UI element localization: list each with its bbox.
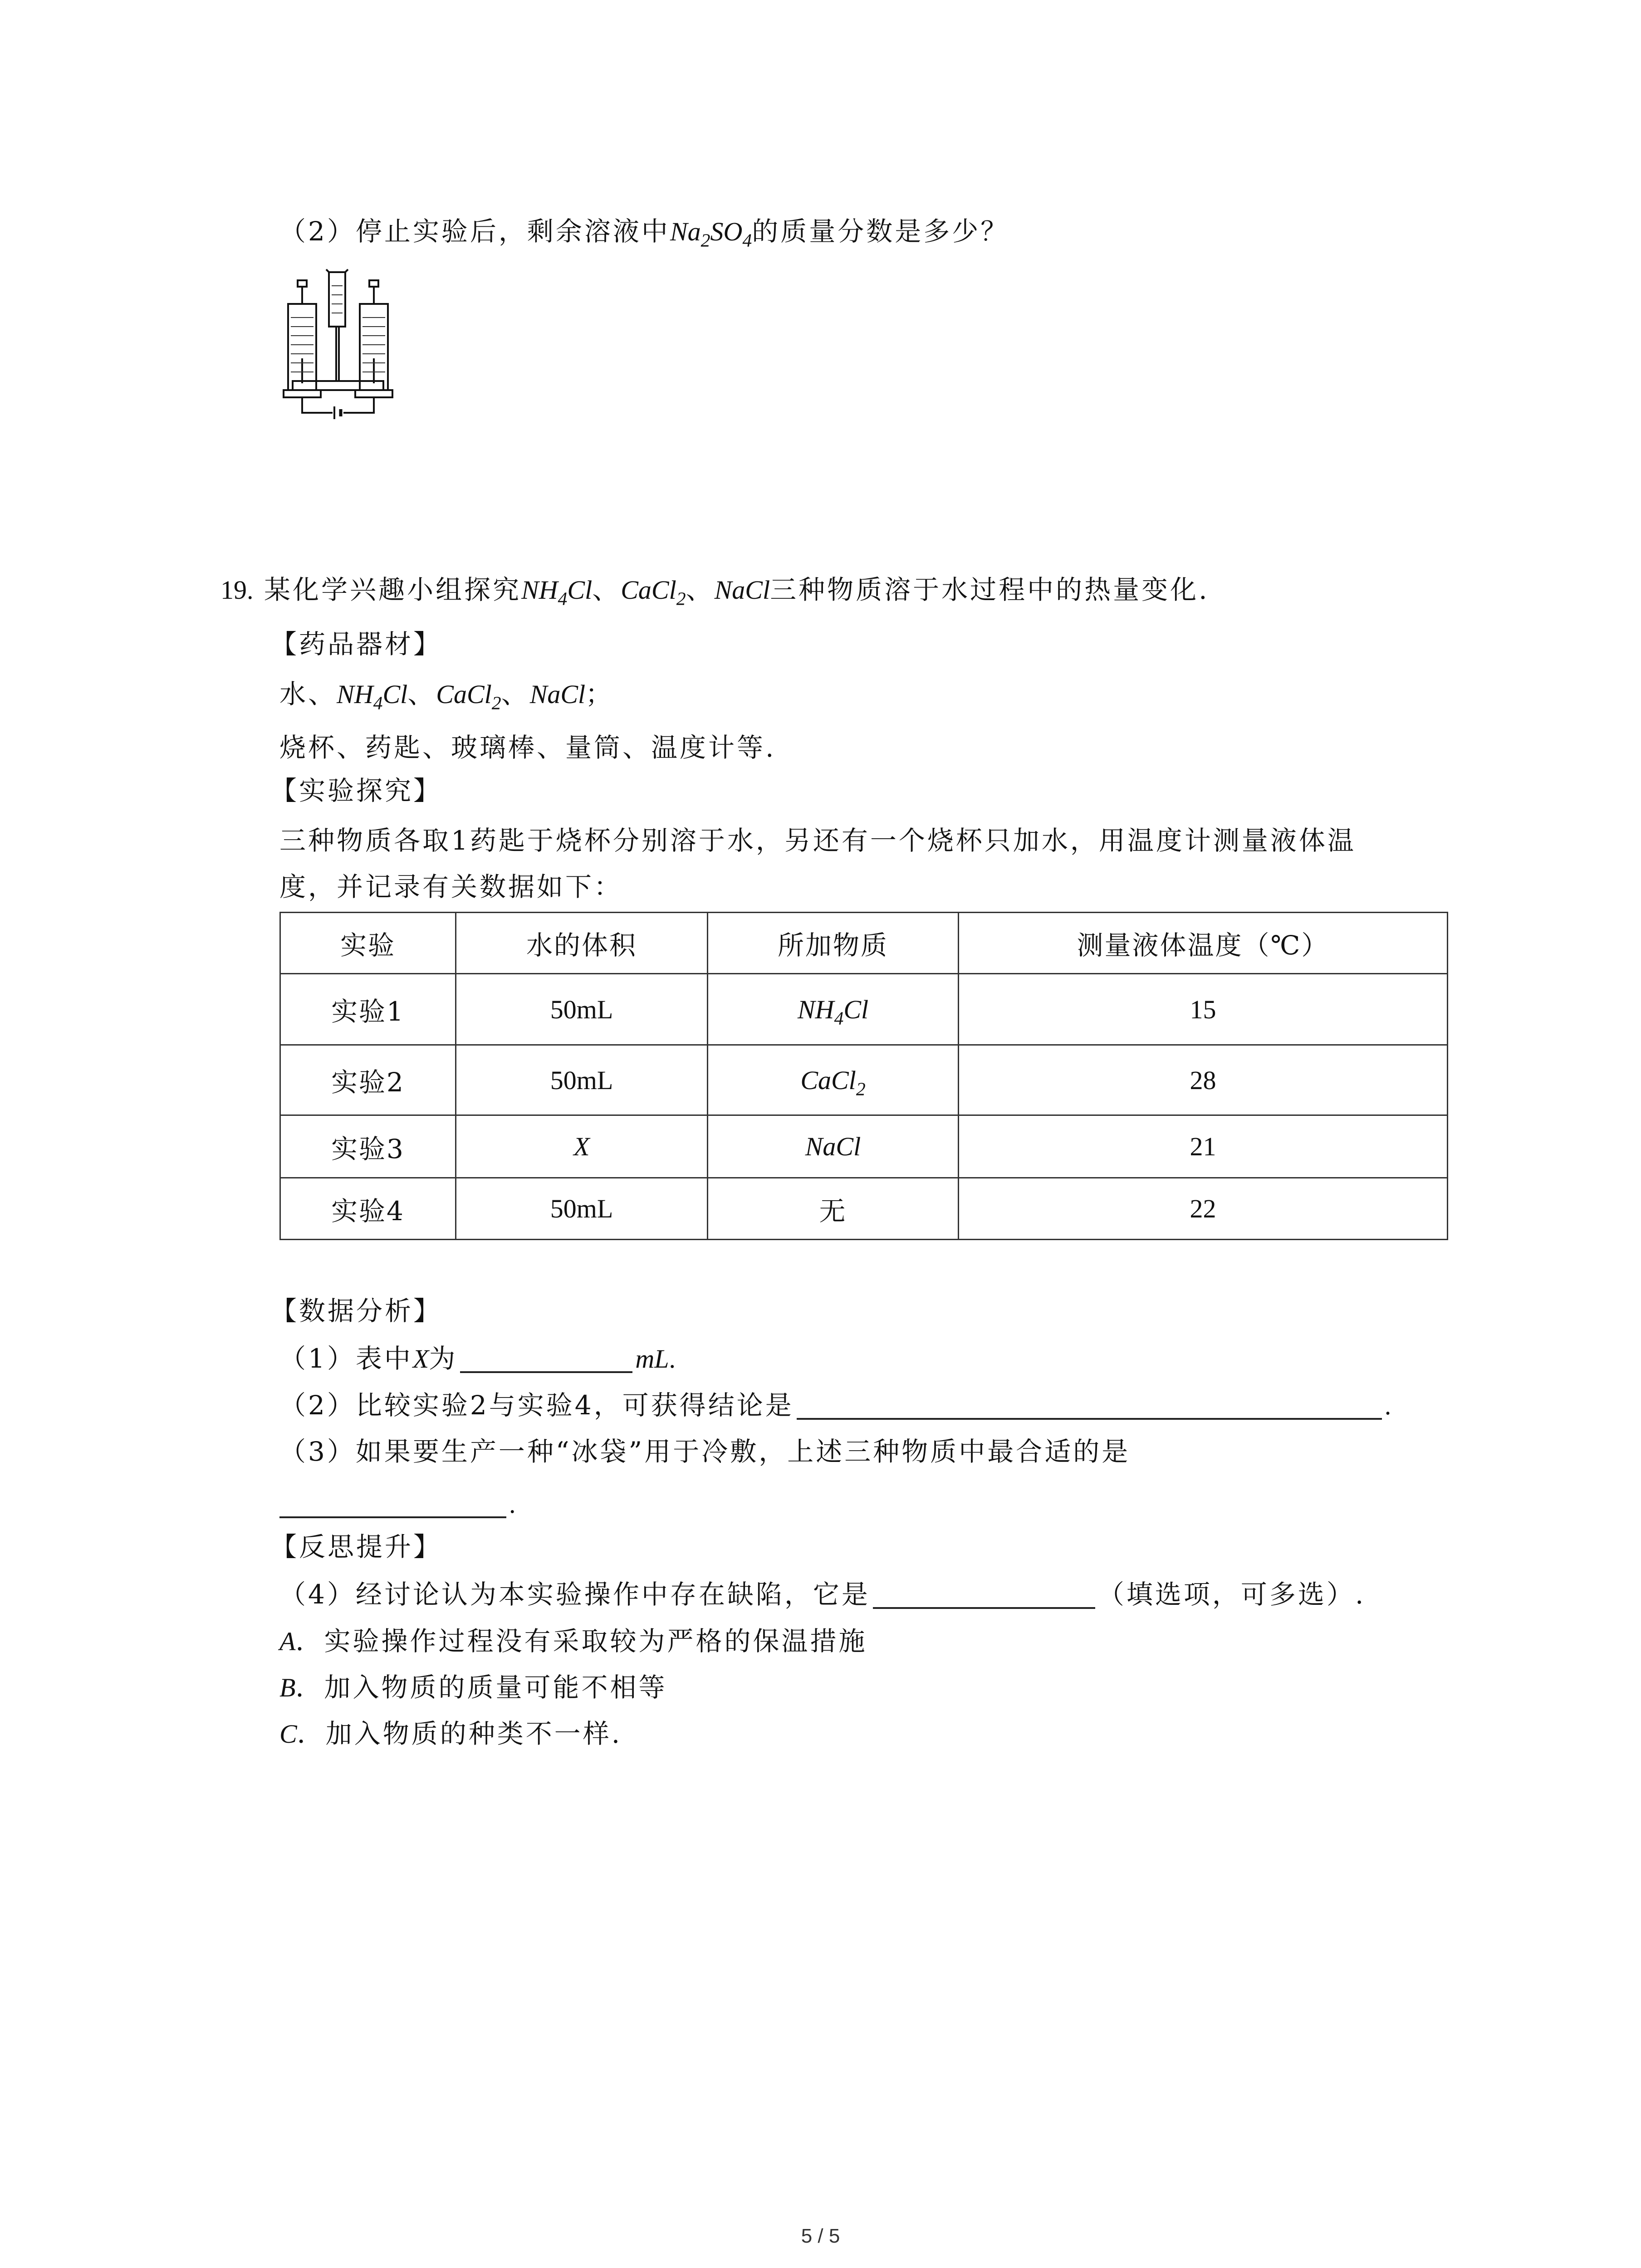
page-number: 5 / 5 — [801, 2225, 840, 2247]
analysis-header: 【数据分析】 — [270, 1295, 442, 1326]
analysis-q3-answer: . — [279, 1486, 516, 1522]
table-header-row — [280, 913, 1448, 974]
option-b: B．加入物质的质量可能不相等 — [279, 1672, 667, 1703]
exploration-header: 【实验探究】 — [270, 775, 442, 806]
table-row: 实验3 X NaCl 21 — [280, 1115, 1448, 1178]
materials-header: 【药品器材】 — [270, 629, 442, 660]
formula-na2so4: $Na_2SO_4$ — [670, 217, 752, 251]
header-cell: 测量液体温度（℃） — [959, 913, 1448, 974]
table-row: 实验2 50mL CaCl$_2$ 28 — [280, 1045, 1448, 1115]
q18-part2: （2）停止实验后，剩余溶液中$Na_2SO_4$的质量分数是多少？ — [279, 216, 1009, 251]
formula-nh4cl: $NH_4Cl$ — [521, 575, 593, 610]
header-cell: 水的体积 — [456, 913, 708, 974]
exploration-desc-1: 三种物质各取1药匙于烧杯分别溶于水，另还有一个烧杯只加水，用温度计测量液体温 — [279, 825, 1356, 856]
header-cell: 实验 — [280, 913, 456, 974]
reflection-header: 【反思提升】 — [270, 1531, 442, 1562]
reflection-q4: （4）经讨论认为本实验操作中存在缺陷，它是 （填选项，可多选）. — [279, 1579, 1366, 1610]
data-table — [279, 912, 1448, 1240]
question-number: 19. — [220, 575, 254, 605]
table-row: 实验1 50mL $NH_4Cl$ 15 — [280, 974, 1448, 1045]
table-row: 实验4 50mL 无 22 — [280, 1178, 1448, 1240]
electrolysis-apparatus-figure — [279, 268, 406, 426]
answer-blank-3[interactable] — [279, 1490, 506, 1518]
equipment-list: 烧杯、药匙、玻璃棒、量筒、温度计等. — [279, 732, 776, 763]
q19-intro: 19. 某化学兴趣小组探究$NH_4Cl$、CaCl$_2$、NaCl三种物质溶于水过程中的热量变化. — [220, 574, 1210, 610]
header-cell: 所加物质 — [708, 913, 959, 974]
analysis-q1: （1）表中X为 mL. — [279, 1343, 676, 1374]
materials-list: 水、$NH_4Cl$、CaCl$_2$、NaCl； — [279, 679, 614, 714]
analysis-q2: （2）比较实验2与实验4，可获得结论是 . — [279, 1390, 1391, 1421]
option-a: A．实验操作过程没有采取较为严格的保温措施 — [279, 1626, 867, 1657]
answer-blank-1[interactable] — [460, 1345, 632, 1373]
answer-blank-4[interactable] — [873, 1581, 1095, 1609]
exploration-desc-2: 度，并记录有关数据如下： — [279, 871, 623, 902]
answer-blank-2[interactable] — [797, 1392, 1382, 1420]
analysis-q3: （3）如果要生产一种“冰袋”用于冷敷，上述三种物质中最合适的是 — [279, 1436, 1131, 1467]
option-c: C．加入物质的种类不一样. — [279, 1718, 622, 1749]
formula-cacl2: CaCl$_2$ — [621, 575, 686, 610]
formula-nacl: NaCl — [714, 575, 770, 605]
